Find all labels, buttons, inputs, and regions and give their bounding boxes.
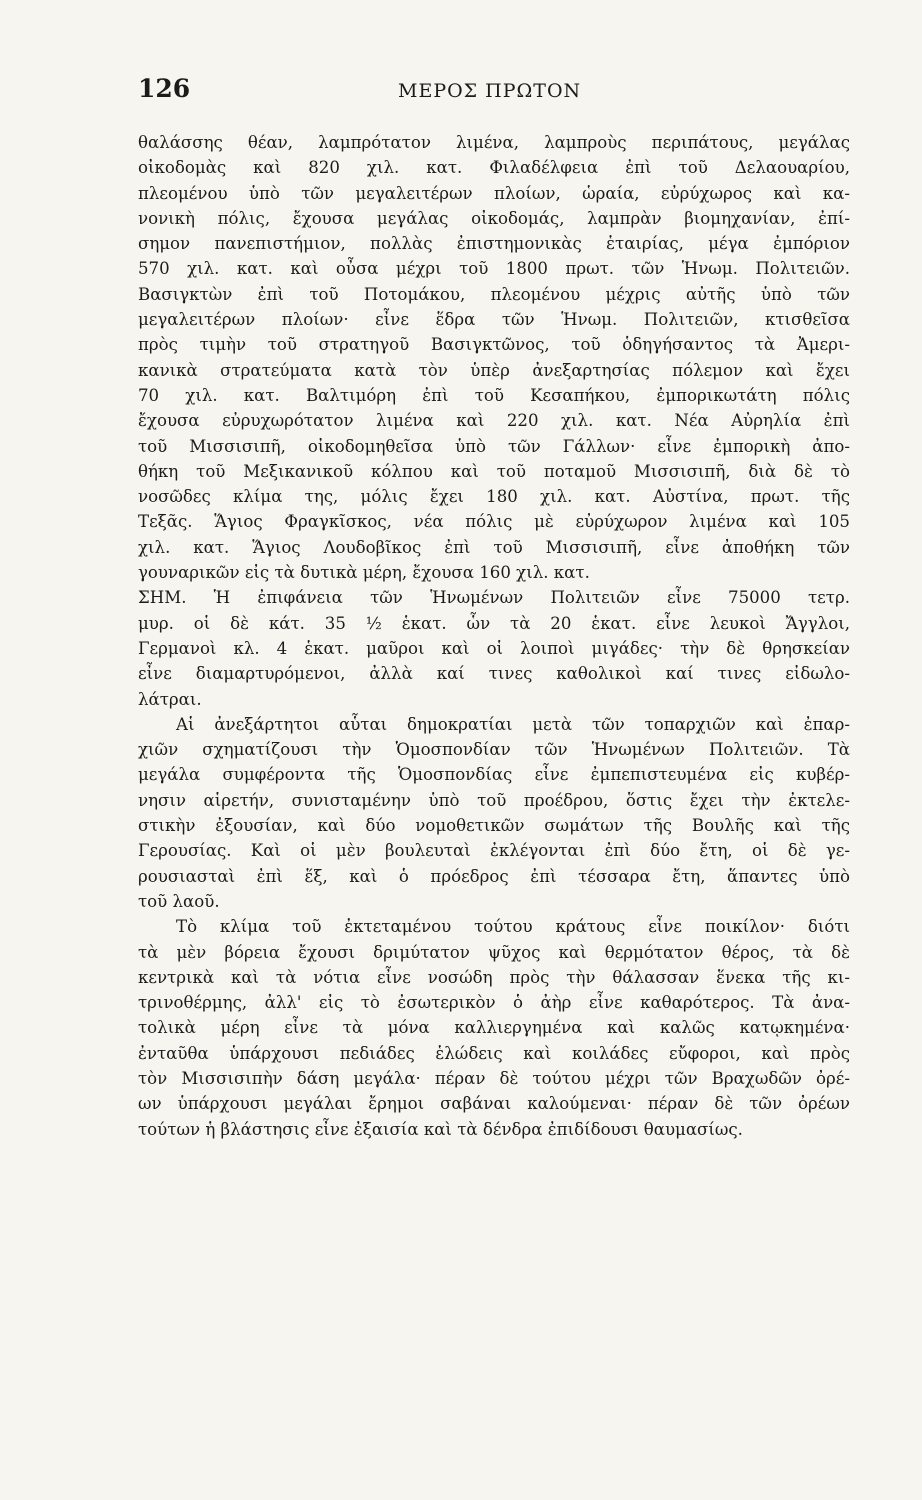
text-line: νονικὴ πόλις, ἔχουσα μεγάλας οἰκοδομάς, λαμπρὰν βιομηχανίαν, ἐπί- bbox=[138, 208, 850, 228]
text-line: γουναρικῶν εἰς τὰ δυτικὰ μέρη, ἔχουσα 160 χιλ. κατ. bbox=[138, 563, 590, 583]
text-line: Βασιγκτὼν ἐπὶ τοῦ Ποτομάκου, πλεομένου μέχρις αὐτῆς ὑπὸ τῶν bbox=[138, 284, 850, 304]
text-line: τολικὰ μέρη εἶνε τὰ μόνα καλλιεργημένα καὶ καλῶς κατῳκημένα· bbox=[138, 1018, 850, 1038]
running-title: ΜΕΡΟΣ ΠΡΩΤΟΝ bbox=[398, 80, 582, 102]
text-line: Γερουσίας. Καὶ οἱ μὲν βουλευταὶ ἐκλέγονται ἐπὶ δύο ἔτη, οἱ δὲ γε- bbox=[138, 841, 850, 861]
body-text bbox=[138, 130, 850, 1142]
text-line: τρινοθέρμης, ἀλλ' εἰς τὸ ἐσωτερικὸν ὁ ἀὴρ εἶνε καθαρότερος. Τὰ ἀνα- bbox=[138, 993, 850, 1013]
page-header bbox=[138, 74, 850, 110]
text-line: ρουσιασταὶ ἐπὶ ἕξ, καὶ ὁ πρόεδρος ἐπὶ τέσσαρα ἔτη, ἅπαντες ὑπὸ bbox=[138, 866, 850, 886]
text-line: μεγάλα συμφέροντα τῆς Ὁμοσπονδίας εἶνε ἐμπεπιστευμένα εἰς κυβέρ- bbox=[138, 765, 850, 785]
text-line: θαλάσσης θέαν, λαμπρότατον λιμένα, λαμπροὺς περιπάτους, μεγάλας bbox=[138, 133, 850, 152]
paragraph bbox=[138, 130, 850, 585]
text-line: χιῶν σχηματίζουσι τὴν Ὁμοσπονδίαν τῶν Ἡνωμένων Πολιτειῶν. Τὰ bbox=[138, 740, 850, 760]
paragraph bbox=[138, 585, 850, 711]
text-line: εἶνε διαμαρτυρόμενοι, ἀλλὰ καί τινες καθολικοὶ καί τινες εἰδωλο- bbox=[138, 664, 850, 684]
text-line: 570 χιλ. κατ. καὶ οὖσα μέχρι τοῦ 1800 πρωτ. τῶν Ἡνωμ. Πολιτειῶν. bbox=[138, 259, 850, 279]
text-line: τὸν Μισσισιπὴν δάση μεγάλα· πέραν δὲ τούτου μέχρι τῶν Βραχωδῶν ὀρέ- bbox=[138, 1068, 850, 1088]
page-number: 126 bbox=[138, 74, 191, 103]
text-line: Τεξᾶς. Ἅγιος Φραγκῖσκος, νέα πόλις μὲ εὐρύχωρον λιμένα καὶ 105 bbox=[138, 512, 850, 532]
text-line: κεντρικὰ καὶ τὰ νότια εἶνε νοσώδη πρὸς τὴν θάλασσαν ἕνεκα τῆς κι- bbox=[138, 967, 850, 987]
text-line: σημον πανεπιστήμιον, πολλὰς ἐπιστημονικὰς ἑταιρίας, μέγα ἐμπόριον bbox=[138, 234, 850, 254]
text-line: χιλ. κατ. Ἅγιος Λουδοβῖκος ἐπὶ τοῦ Μισσισιπῆ, εἶνε ἀποθήκη τῶν bbox=[138, 537, 850, 557]
text-line: ἔχουσα εὐρυχωρότατον λιμένα καὶ 220 χιλ. κατ. Νέα Αὐρηλία ἐπὶ bbox=[138, 411, 850, 431]
text-line: κανικὰ στρατεύματα κατὰ τὸν ὑπὲρ ἀνεξαρτησίας πόλεμον καὶ ἔχει bbox=[138, 360, 850, 380]
text-line: τοῦ λαοῦ. bbox=[138, 891, 220, 911]
text-line: ἐνταῦθα ὑπάρχουσι πεδιάδες ἑλώδεις καὶ κοιλάδες εὔφοροι, καὶ πρὸς bbox=[138, 1043, 850, 1063]
text-line: τούτων ἡ βλάστησις εἶνε ἐξαισία καὶ τὰ δένδρα ἐπιδίδουσι θαυμασίως. bbox=[138, 1119, 743, 1139]
text-line: ων ὑπάρχουσι μεγάλαι ἔρημοι σαβάναι καλούμεναι· πέραν δὲ τῶν ὀρέων bbox=[138, 1094, 850, 1114]
text-line: μυρ. οἱ δὲ κάτ. 35 ½ ἑκατ. ὧν τὰ 20 ἑκατ. εἶνε λευκοὶ Ἄγγλοι, bbox=[138, 613, 850, 633]
text-line: θήκη τοῦ Μεξικανικοῦ κόλπου καὶ τοῦ ποταμοῦ Μισσισιπῆ, διὰ δὲ τὸ bbox=[138, 461, 850, 481]
text-line: στικὴν ἐξουσίαν, καὶ δύο νομοθετικῶν σωμάτων τῆς Βουλῆς καὶ τῆς bbox=[138, 816, 850, 836]
text-line: νησιν αἱρετήν, συνισταμένην ὑπὸ τοῦ προέδρου, ὅστις ἔχει τὴν ἐκτελε- bbox=[138, 790, 850, 810]
text-line: μεγαλειτέρων πλοίων· εἶνε ἕδρα τῶν Ἡνωμ. Πολιτειῶν, κτισθεῖσα bbox=[138, 310, 850, 330]
text-line: τοῦ Μισσισιπῆ, οἰκοδομηθεῖσα ὑπὸ τῶν Γάλλων· εἶνε ἐμπορικὴ ἀπο- bbox=[138, 436, 850, 456]
text-line: Γερμανοὶ κλ. 4 ἑκατ. μαῦροι καὶ οἱ λοιποὶ μιγάδες· τὴν δὲ θρησκείαν bbox=[138, 638, 850, 658]
paragraph bbox=[138, 914, 850, 1142]
text-line: τὰ μὲν βόρεια ἔχουσι δριμύτατον ψῦχος καὶ θερμότατον θέρος, τὰ δὲ bbox=[138, 942, 850, 962]
text-line: λάτραι. bbox=[138, 689, 202, 709]
text-line: πρὸς τιμὴν τοῦ στρατηγοῦ Βασιγκτῶνος, τοῦ ὁδηγήσαντος τὰ Ἀμερι- bbox=[138, 335, 850, 355]
text-line: νοσῶδες κλίμα της, μόλις ἔχει 180 χιλ. κατ. Αὐστίνα, πρωτ. τῆς bbox=[138, 487, 850, 507]
text-line: πλεομένου ὑπὸ τῶν μεγαλειτέρων πλοίων, ὡραία, εὐρύχωρος καὶ κα- bbox=[138, 183, 850, 203]
paragraph bbox=[138, 712, 850, 914]
text-line: ΣΗΜ. Ἡ ἐπιφάνεια τῶν Ἡνωμένων Πολιτειῶν εἶνε 75000 τετρ. bbox=[138, 588, 850, 608]
text-line: Τὸ κλίμα τοῦ ἐκτεταμένου τούτου κράτους εἶνε ποικίλον· διότι bbox=[176, 917, 850, 937]
text-line: Αἱ ἀνεξάρτητοι αὗται δημοκρατίαι μετὰ τῶν τοπαρχιῶν καὶ ἐπαρ- bbox=[176, 714, 850, 734]
text-line: 70 χιλ. κατ. Βαλτιμόρη ἐπὶ τοῦ Κεσαπήκου, ἐμπορικωτάτη πόλις bbox=[138, 385, 850, 405]
text-line: οἰκοδομὰς καὶ 820 χιλ. κατ. Φιλαδέλφεια ἐπὶ τοῦ Δελαουαρίου, bbox=[138, 158, 850, 178]
